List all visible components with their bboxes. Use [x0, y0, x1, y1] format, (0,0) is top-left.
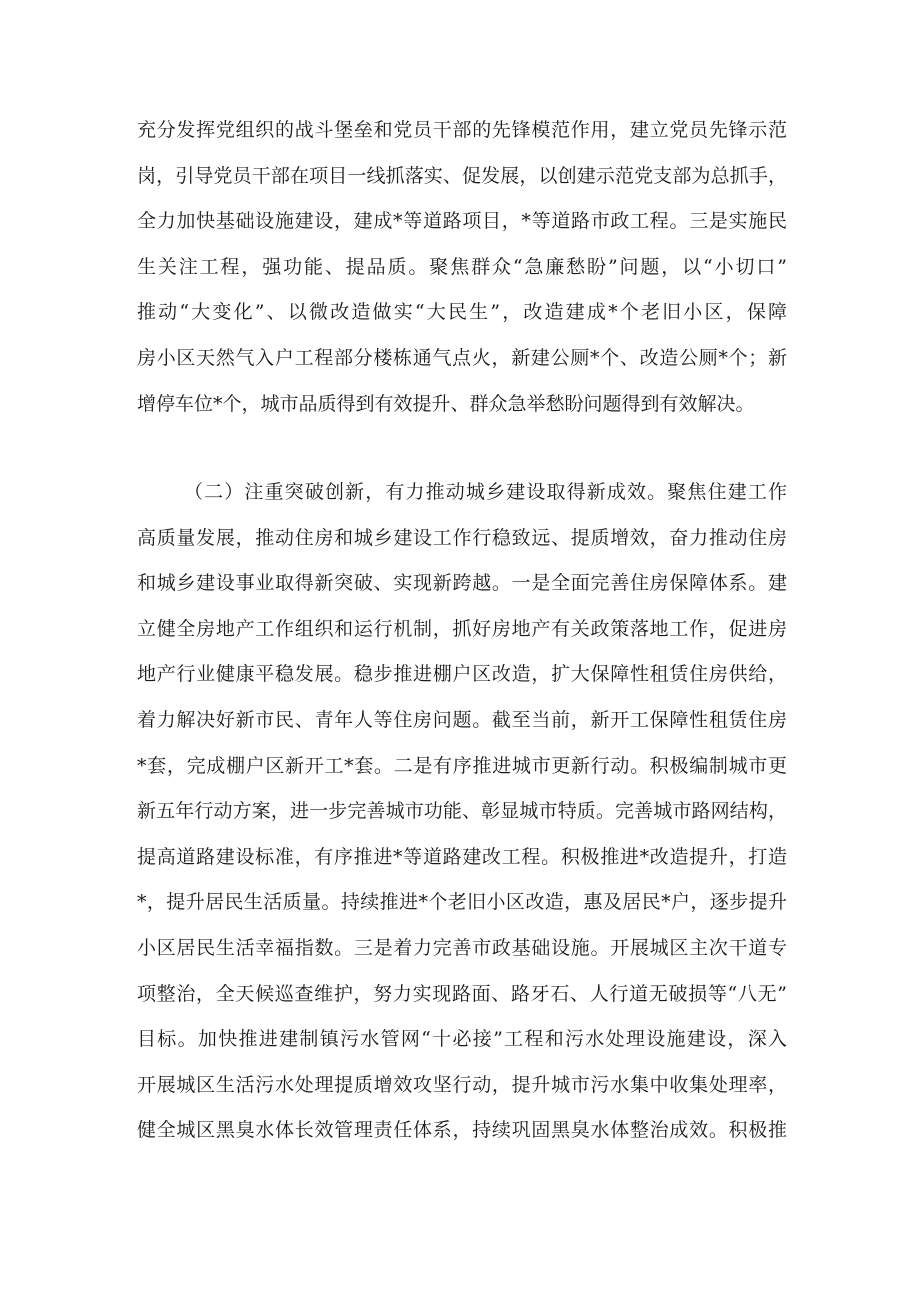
paragraph-line: *，提升居民生活质量。持续推进*个老旧小区改造，惠及居民*户，逐步提升	[137, 891, 787, 914]
paragraph-line: 着力解决好新市民、青年人等住房问题。截至当前，新开工保障性租赁住房	[137, 708, 787, 731]
paragraph-line: 房小区天然气入户工程部分楼栋通气点火，新建公厕*个、改造公厕*个；新	[137, 346, 787, 369]
paragraph-line: 项整治，全天候巡查维护，努力实现路面、路牙石、人行道无破损等“八无”	[137, 982, 787, 1005]
paragraph-line: 生关注工程，强功能、提品质。聚焦群众“急廉愁盼”问题，以“小切口”	[137, 255, 787, 278]
paragraph-heading-line: （二）注重突破创新，有力推动城乡建设取得新成效。聚焦住建工作	[184, 481, 787, 503]
paragraph-line: 增停车位*个，城市品质得到有效提升、群众急举愁盼问题得到有效解决。	[137, 392, 755, 415]
paragraph-line: 高质量发展，推动住房和城乡建设工作行稳致远、提质增效，奋力推动住房	[137, 526, 787, 549]
paragraph-line: 岗，引导党员干部在项目一线抓落实、促发展，以创建示范党支部为总抓手，	[137, 164, 787, 187]
paragraph-line: 新五年行动方案，进一步完善城市功能、彰显城市特质。完善城市路网结构，	[137, 800, 787, 823]
paragraph-line: 开展城区生活污水处理提质增效攻坚行动，提升城市污水集中收集处理率，	[137, 1073, 787, 1096]
paragraph-line: 健全城区黑臭水体长效管理责任体系，持续巩固黑臭水体整治成效。积极推	[137, 1119, 787, 1142]
paragraph-line: 全力加快基础设施建设，建成*等道路项目，*等道路市政工程。三是实施民	[137, 210, 787, 233]
paragraph-line: 充分发挥党组织的战斗堡垒和党员干部的先锋模范作用，建立党员先锋示范	[137, 119, 787, 141]
paragraph-line: 小区居民生活幸福指数。三是着力完善市政基础设施。开展城区主次干道专	[137, 936, 787, 959]
paragraph-line: 和城乡建设事业取得新突破、实现新跨越。一是全面完善住房保障体系。建	[137, 572, 787, 595]
paragraph-line: 推动“大变化”、以微改造做实“大民生”，改造建成*个老旧小区，保障	[137, 301, 787, 324]
paragraph-1	[137, 108, 787, 427]
paragraph-line: 提高道路建设标准，有序推进*等道路建改工程。积极推进*改造提升，打造	[137, 845, 787, 868]
paragraph-line: 立健全房地产工作组织和运行机制，抓好房地产有关政策落地工作，促进房	[137, 617, 787, 640]
paragraph-line: 地产行业健康平稳发展。稳步推进棚户区改造，扩大保障性租赁住房供给，	[137, 663, 787, 686]
paragraph-line: 目标。加快推进建制镇污水管网“十必接”工程和污水处理设施建设，深入	[137, 1028, 787, 1051]
paragraph-line: *套，完成棚户区新开工*套。二是有序推进城市更新行动。积极编制城市更	[137, 754, 787, 777]
paragraph-2	[137, 470, 787, 1154]
